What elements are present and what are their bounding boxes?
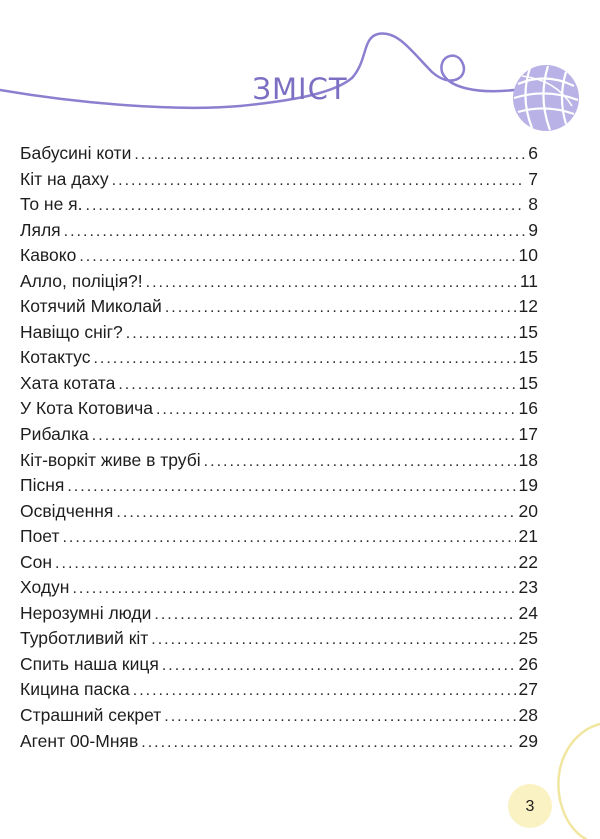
- dot-leader: [164, 704, 515, 730]
- toc-entry-title: Алло, поліція?!: [20, 270, 143, 291]
- toc-entry-page: 29: [518, 730, 538, 751]
- toc-entry-title: Кицина паска: [20, 679, 130, 700]
- toc-entry-title: Поет: [20, 526, 60, 547]
- dot-leader: [141, 730, 515, 756]
- toc-entry-title: Котячий Миколай: [20, 296, 162, 317]
- toc-entry-page: 15: [518, 347, 538, 368]
- toc-entry-title: Ходун: [20, 577, 70, 598]
- dot-leader: [154, 602, 515, 628]
- toc-entry-page: 16: [518, 398, 538, 419]
- toc-entry-page: 25: [518, 628, 538, 649]
- toc-entry-page: 17: [518, 424, 538, 445]
- toc-entry-page: 26: [518, 653, 538, 674]
- toc-entry: [20, 345, 538, 371]
- toc-entry-page: 9: [528, 219, 538, 240]
- toc-entry-title: Агент 00-Мняв: [20, 730, 139, 751]
- toc-entry-title: Кіт на даху: [20, 168, 109, 189]
- toc-entry: [20, 371, 538, 397]
- toc-entry-page: 23: [518, 577, 538, 598]
- toc-entry-title: Пісня: [20, 475, 65, 496]
- dot-leader: [55, 551, 515, 577]
- dot-leader: [92, 423, 516, 449]
- toc-entry: [20, 652, 538, 678]
- toc-entry-page: 20: [518, 500, 538, 521]
- toc-entry-title: Навіщо сніг?: [20, 321, 123, 342]
- toc-entry: [20, 729, 538, 755]
- toc-entry-title: Кавоко: [20, 245, 77, 266]
- toc-entry-page: 12: [518, 296, 538, 317]
- dot-leader: [162, 653, 516, 679]
- toc-entry-page: 18: [518, 449, 538, 470]
- toc-entry: [20, 626, 538, 652]
- toc-entry: [20, 703, 538, 729]
- toc-entry-page: 15: [518, 321, 538, 342]
- toc-entry-title: Освідчення: [20, 500, 114, 521]
- toc-entry-page: 11: [519, 270, 538, 291]
- toc-entry-page: 8: [528, 194, 538, 215]
- toc-entry: [20, 294, 538, 320]
- dot-leader: [156, 397, 516, 423]
- yellow-thread-line: [558, 724, 600, 839]
- toc-entry-title: Бабусині коти: [20, 143, 132, 163]
- dot-leader: [134, 142, 525, 168]
- dot-leader: [112, 168, 526, 194]
- dot-leader: [93, 346, 515, 372]
- toc-entry-title: Сон: [20, 551, 53, 572]
- toc-entry: [20, 677, 538, 703]
- toc-entry-title: Ляля: [20, 219, 61, 240]
- toc-entry-title: Котактус: [20, 347, 91, 368]
- dot-leader: [72, 576, 515, 602]
- toc-entry-title: Турботливий кіт: [20, 628, 149, 649]
- dot-leader: [151, 627, 515, 653]
- dot-leader: [126, 321, 516, 347]
- toc-entry: [20, 218, 538, 244]
- dot-leader: [67, 474, 515, 500]
- toc-entry-page: 10: [518, 245, 538, 266]
- dot-leader: [62, 525, 515, 551]
- dot-leader: [86, 193, 526, 219]
- toc-entry-page: 28: [518, 705, 538, 726]
- dot-leader: [204, 449, 516, 475]
- dot-leader: [146, 270, 517, 296]
- toc-entry: [20, 396, 538, 422]
- toc-entry-page: 7: [528, 168, 538, 189]
- toc-entry-page: 15: [518, 372, 538, 393]
- dot-leader: [64, 219, 526, 245]
- dot-leader: [133, 678, 516, 704]
- toc-entry: [20, 524, 538, 550]
- toc-entry-title: У Кота Котовича: [20, 398, 153, 419]
- toc-entry-page: 21: [518, 526, 538, 547]
- toc-entry-page: 22: [518, 551, 538, 572]
- toc-entry-page: 24: [518, 602, 538, 623]
- toc-entry-title: Спить наша киця: [20, 653, 159, 674]
- toc-entry-page: 27: [518, 679, 538, 700]
- toc-entry-title: Хата котата: [20, 372, 116, 393]
- toc-entry-title: То не я.: [20, 194, 83, 215]
- toc-entry-title: Страшний секрет: [20, 705, 162, 726]
- toc-entry: [20, 422, 538, 448]
- toc-entry-page: 6: [528, 143, 538, 163]
- toc-entry-title: Нерозумні люди: [20, 602, 152, 623]
- toc-entry: [20, 192, 538, 218]
- toc-entry: [20, 269, 538, 295]
- toc-entry-page: 19: [518, 475, 538, 496]
- toc-entry-title: Кіт-воркіт живе в трубі: [20, 449, 201, 470]
- toc-entry-title: Рибалка: [20, 424, 89, 445]
- toc-entry: [20, 167, 538, 193]
- toc-entry: [20, 448, 538, 474]
- toc-entry: [20, 473, 538, 499]
- toc-entry: [20, 601, 538, 627]
- toc-entry: [20, 243, 538, 269]
- dot-leader: [79, 244, 515, 270]
- page-title: ЗМІСТ: [252, 72, 348, 106]
- page-number: 3: [525, 798, 535, 815]
- toc-entry: [20, 141, 538, 167]
- toc-entry: [20, 550, 538, 576]
- toc-entry: [20, 320, 538, 346]
- dot-leader: [165, 295, 516, 321]
- toc-entry: [20, 499, 538, 525]
- dot-leader: [116, 500, 515, 526]
- table-of-contents: [20, 141, 538, 754]
- dot-leader: [118, 372, 515, 398]
- toc-entry: [20, 575, 538, 601]
